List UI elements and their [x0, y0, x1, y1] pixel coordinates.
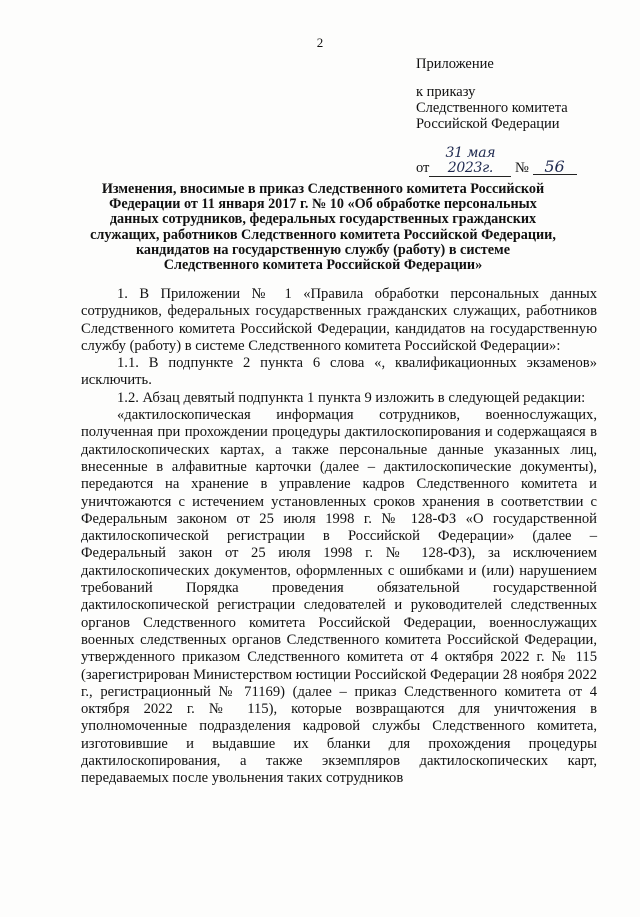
order-number-handwritten: 56	[533, 159, 577, 175]
page-number: 2	[316, 35, 324, 50]
paragraph: «дактилоскопическая информация сотрудников, военнослужащих, полученная при прохождении процедуры дактилоскопирования и содержащаяся в дактилоскопических картах, а также персональные данные указанных лиц, внесенные в алфавитные карточки (далее – дактилоскопические документы), передаются на хранение в управление кадров Следственного комитета и уничтожаются с истечением установленных сроков хранения в соответствии с Федеральным законом от 25 июля 1998 г. № 128-ФЗ «О государственной дактилоскопической регистрации в Российской Федерации» (далее – Федеральный закон от 25 июля 1998 г. № 128-ФЗ), за исключением дактилоскопических документов, оформленных с ошибками и (или) нарушением требований Порядка проведения обязательной государственной дактилоскопической регистрации следователей и руководителей следственных органов Следственного комитета Российской Федерации, военнослужащих военных следственных органов Следственного комитета Российской Федерации, утвержденного приказом Следственного комитета от 4 октября 2022 г. № 115 (зарегистрирован Министерством юстиции Российской Федерации 28 ноября 2022 г., регистрационный № 71169) (далее – приказ Следственного комитета от 4 октября 2022 г. № 115), которые возвращаются для уничтожения в уполномоченные подразделения кадровой службы Следственного комитета, изготовившие и выдавшие их бланки для прохождения процедуры дактилоскопирования, а также экземпляров дактилоскопических карт, передаваемых после увольнения таких сотрудников	[81, 407, 597, 787]
document-title: Изменения, вносимые в приказ Следственного комитета Российской Федерации от 11 января 2017 г. № 10 «Об обработке персональных данных сотрудников, федеральных государственных гражданских служащих, работников Следственного комитета Российской Федерации, кандидатов на государственную службу (работу) в системе Следственного комитета Российской Федерации»	[90, 181, 556, 274]
appendix-line-order: к приказу	[416, 84, 476, 100]
order-number-label: №	[515, 160, 529, 176]
appendix-heading: Приложение	[416, 56, 494, 72]
paragraph: 1.1. В подпункте 2 пункта 6 слова «, квалификационных экзаменов» исключить.	[81, 355, 597, 389]
appendix-block	[416, 56, 631, 176]
document-body	[81, 286, 597, 788]
appendix-line-committee: Следственного комитета	[416, 100, 568, 116]
order-from-label: от	[416, 160, 430, 176]
appendix-line-federation: Российской Федерации	[416, 116, 560, 132]
order-date-number	[416, 145, 631, 176]
paragraph: 1. В Приложении № 1 «Правила обработки персональных данных сотрудников, федеральных государственных гражданских служащих, работников Следственного комитета Российской Федерации, кандидатов на государственную службу (работу) в системе Следственного комитета Российской Федерации»:	[81, 286, 597, 354]
paragraph: 1.2. Абзац девятый подпункта 1 пункта 9 изложить в следующей редакции:	[117, 389, 586, 406]
order-date-handwritten: 31 мая 2023г.	[429, 146, 511, 177]
